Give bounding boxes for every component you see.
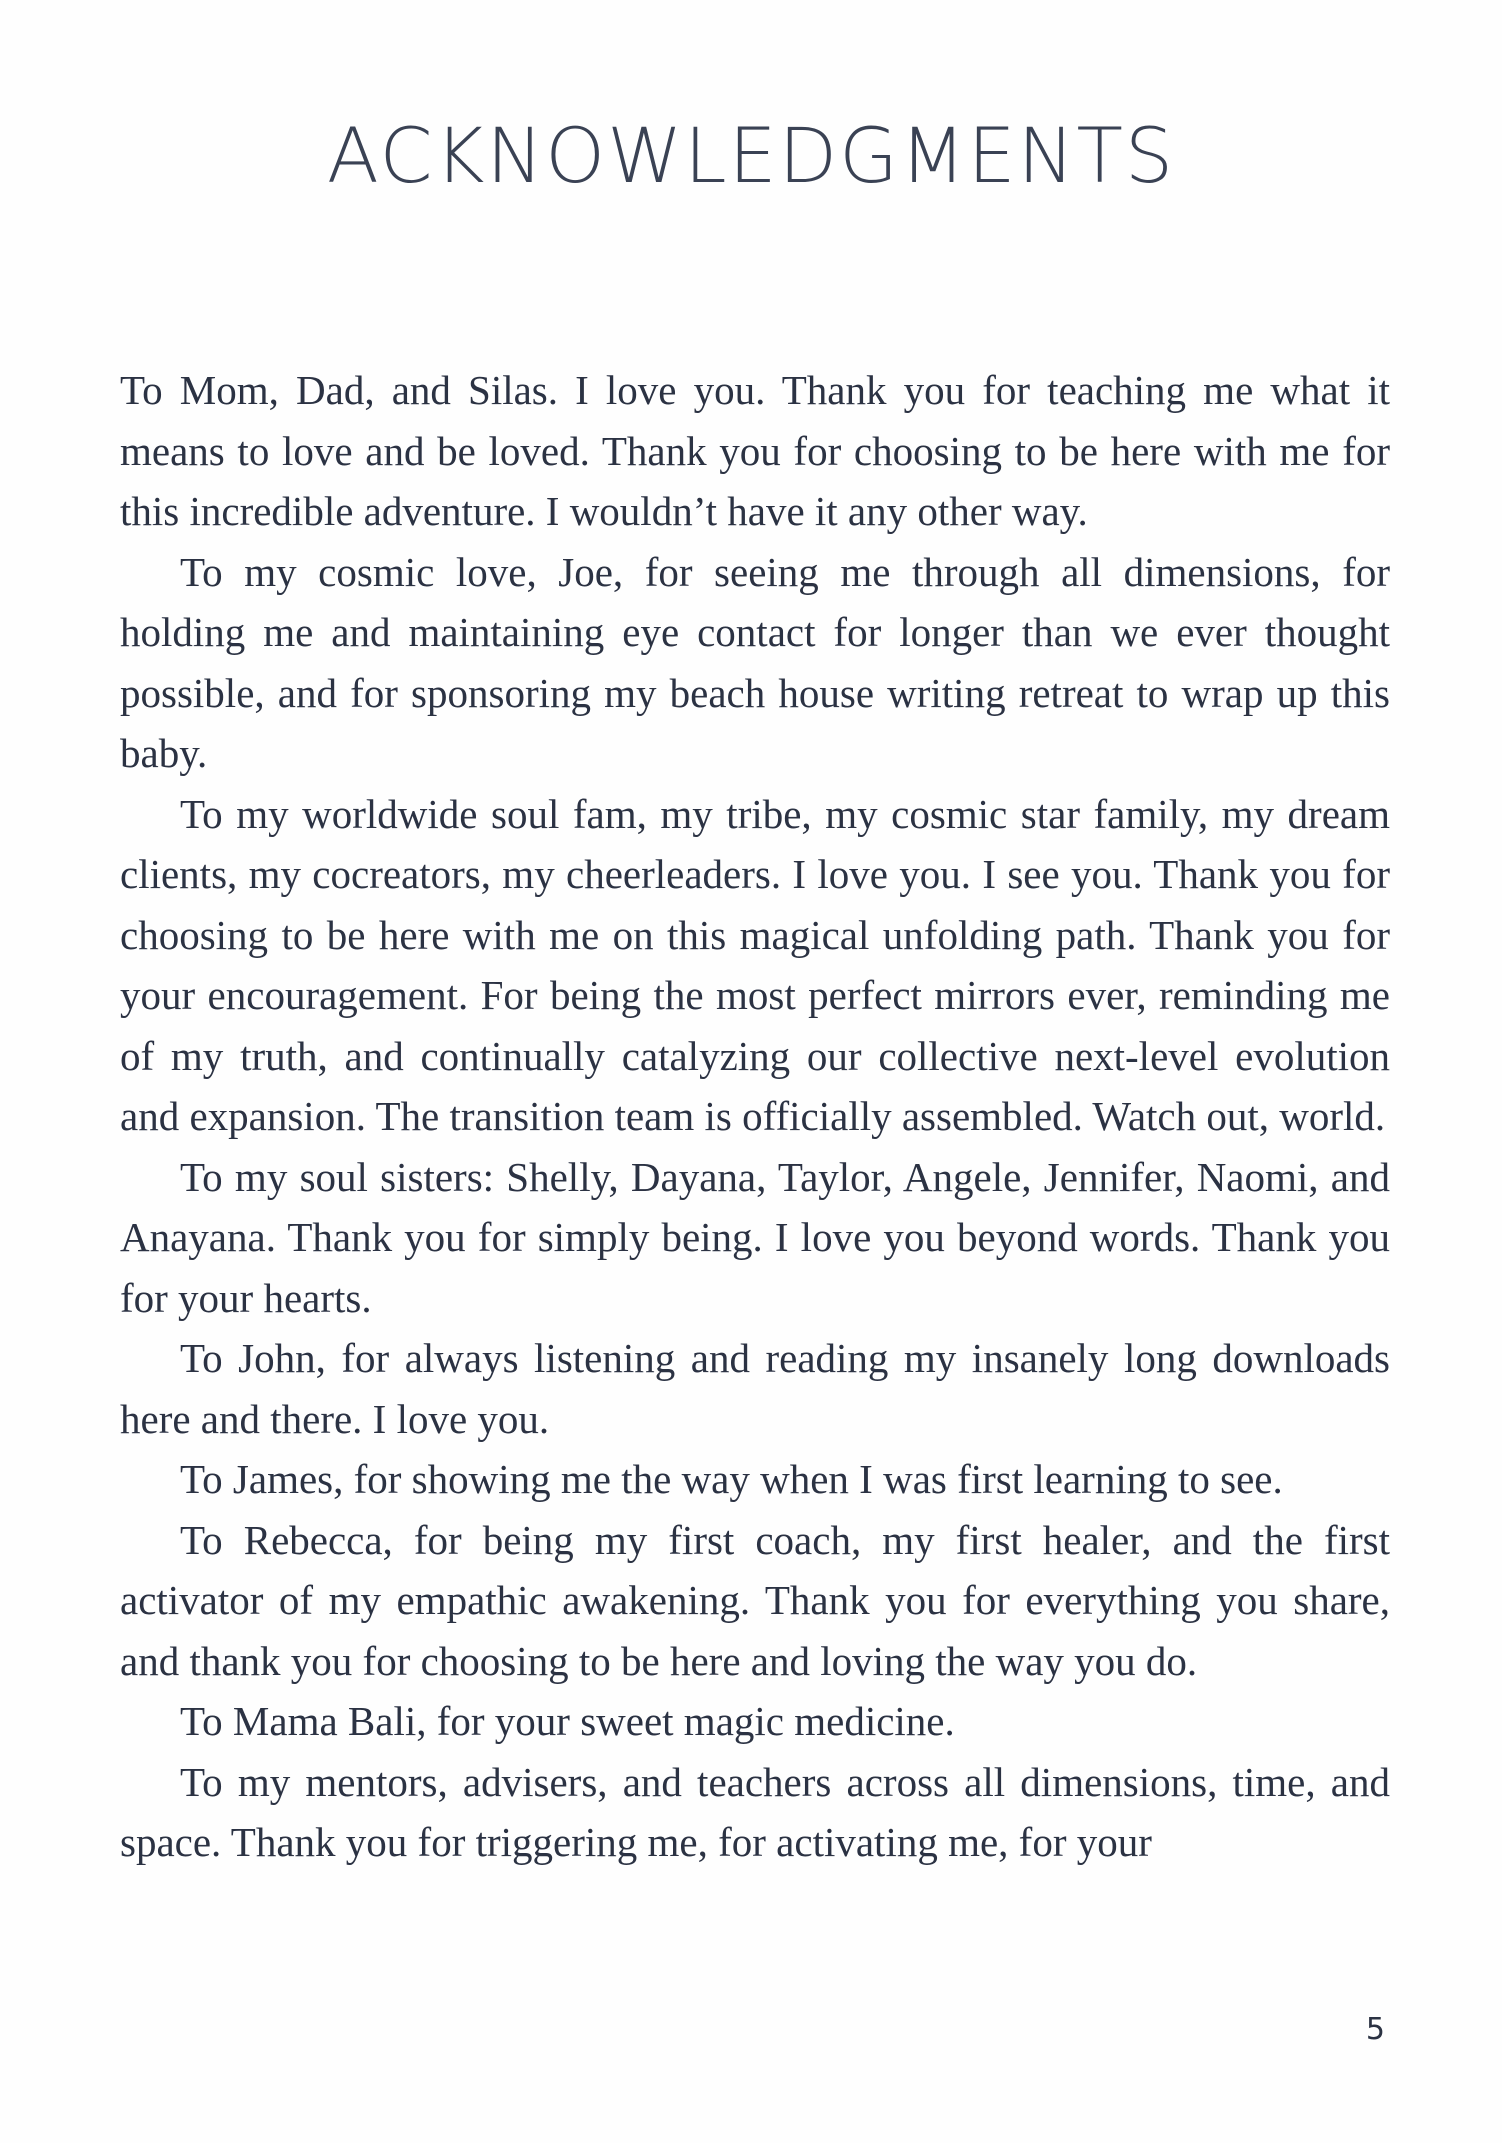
page-number: 5 [1365,2012,1385,2047]
paragraph-rebecca: To Rebecca, for being my first coach, my first healer, and the first activator of my empathic awakening. Thank you for everything you share, and thank you for choosing to be here and loving the way you do. [120,1516,1390,1684]
paragraph-family: To Mom, Dad, and Silas. I love you. Thank you for teaching me what it means to love and be loved. Thank you for choosing to be here with me for this incredible adventure. I wouldn’t have it any other way. [120,367,1390,534]
acknowledgments-body [120,360,1390,1873]
paragraph-mama-bali: To Mama Bali, for your sweet magic medicine. [180,1698,955,1744]
page-heading: ACKNOWLEDGMENTS [326,111,1176,200]
paragraph-james: To James, for showing me the way when I was first learning to see. [180,1456,1283,1502]
paragraph-joe: To my cosmic love, Joe, for seeing me through all dimensions, for holding me and maintaining eye contact for longer than we ever thought possible, and for sponsoring my beach house writing retreat to wrap up this baby. [120,548,1390,776]
paragraph-soul-sisters: To my soul sisters: Shelly, Dayana, Taylor, Angele, Jennifer, Naomi, and Anayana. Thank you for simply being. I love you beyond words. Thank you for your hearts. [120,1153,1390,1321]
paragraph-mentors: To my mentors, advisers, and teachers across all dimensions, time, and space. Thank you for triggering me, for activating me, for your [120,1758,1390,1865]
paragraph-soul-fam: To my worldwide soul fam, my tribe, my cosmic star family, my dream clients, my cocreators, my cheerleaders. I love you. I see you. Thank you for choosing to be here with me on this magical unfolding path. Thank you for your encouragement. For being the most perfect mirrors ever, reminding me of my truth, and continually catalyzing our collective next-level evolution and expansion. The transition team is officially assembled. Watch out, world. [120,790,1390,1139]
paragraph-john: To John, for always listening and reading my insanely long downloads here and there. I love you. [120,1335,1390,1442]
